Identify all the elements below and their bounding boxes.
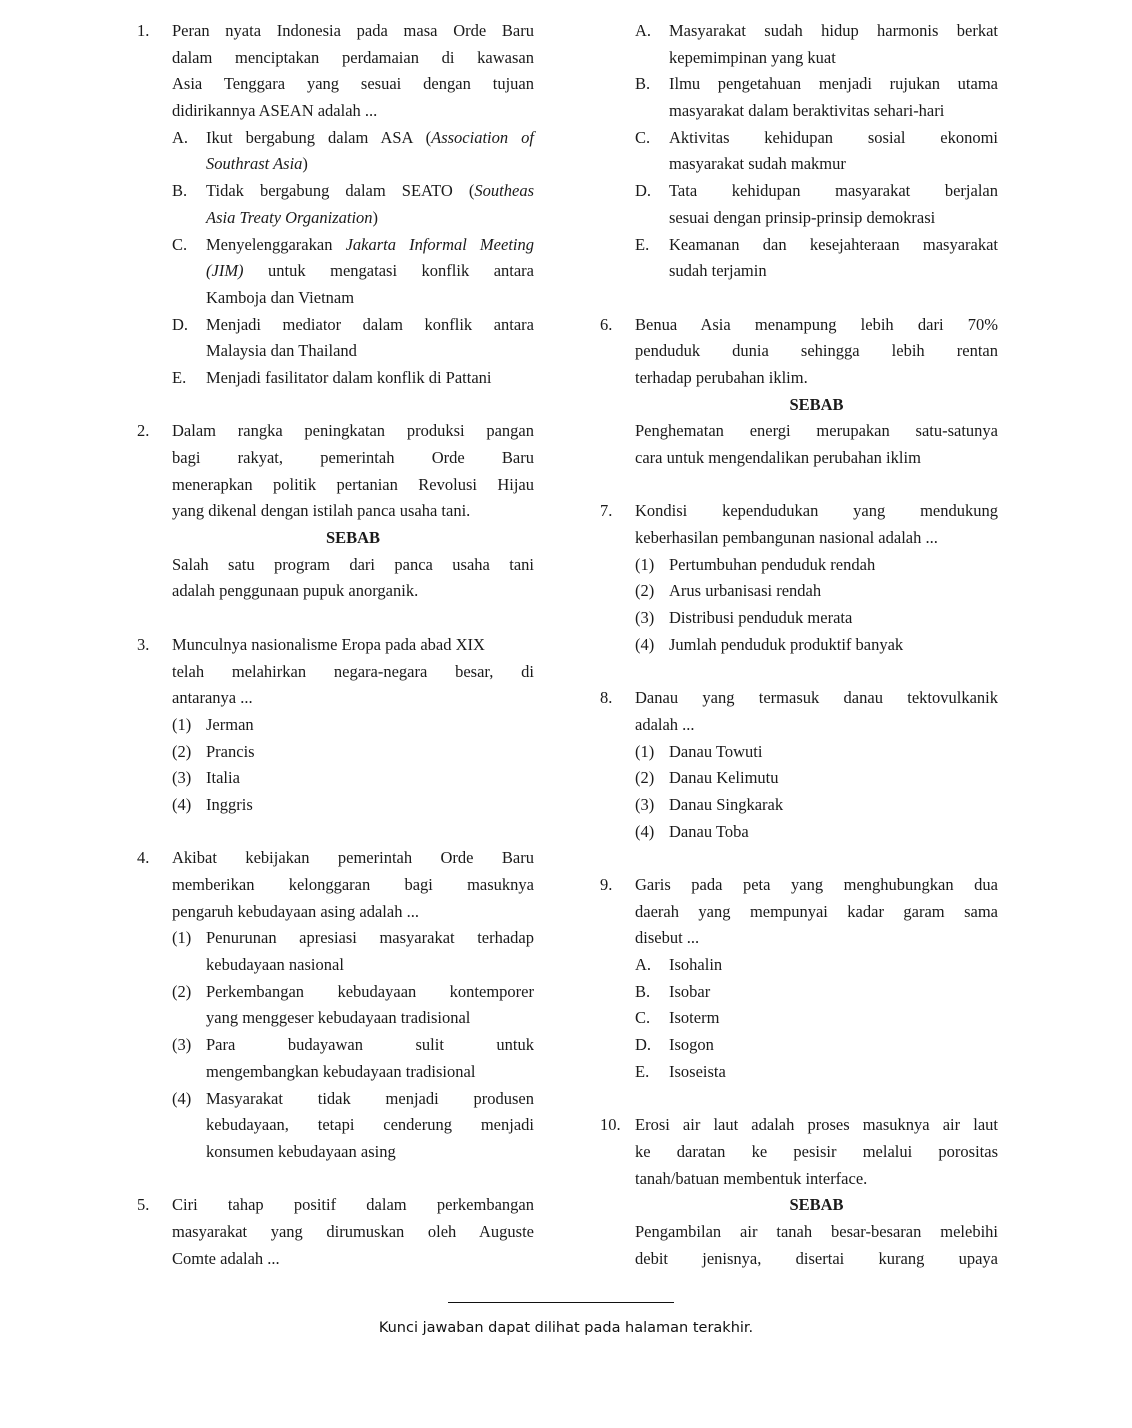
list-item [137,1086,534,1113]
option-text: Asia Treaty Organization) [206,207,379,227]
question-number: 2. [137,421,150,441]
item-text: kebudayaan, tetapi cenderung menjadi [206,1115,534,1135]
left-column [137,18,534,1272]
item-text: Perkembangan kebudayaan kontemporer [206,981,534,1001]
option-d[interactable] [137,312,534,339]
question-text: Garis pada peta yang menghubungkan dua [635,875,998,894]
option-label: B. [635,981,651,1001]
option-text: sesuai dengan prinsip-prinsip demokrasi [669,207,936,227]
option-text: Aktivitas kehidupan sosial ekonomi [669,127,998,147]
option-b[interactable] [137,178,534,205]
option-a[interactable] [600,18,998,45]
option-c[interactable] [137,232,534,259]
question-6 [600,312,998,472]
question-text: Munculnya nasionalisme Eropa pada abad XIX [172,634,485,654]
question-text: Comte adalah ... [172,1248,280,1268]
option-text: Menyelenggarakan Jakarta Informal Meeting [206,234,534,254]
question-text: Benua Asia menampung lebih dari 70% [635,314,998,334]
question-number: 3. [137,634,150,654]
item-label: (1) [172,714,192,734]
item-label: (4) [172,1088,192,1108]
item-label: (4) [172,794,192,814]
option-label: D. [635,1035,652,1055]
item-text: Danau Kelimutu [669,768,779,788]
option-text: masyarakat dalam beraktivitas sehari-hari [669,101,945,121]
option-text: sudah terjamin [669,261,767,281]
option-text: Southrast Asia) [206,154,308,174]
option-text: Keamanan dan kesejahteraan masyarakat [669,234,998,254]
option-label: A. [635,955,652,975]
option-c[interactable] [600,125,998,152]
footer-note: Kunci jawaban dapat dilihat pada halaman terakhir. [378,1320,754,1336]
option-d[interactable] [600,178,998,205]
option-label: E. [635,1061,650,1081]
footer-divider [448,1302,674,1303]
item-text: Italia [206,768,240,788]
question-text: tanah/batuan membentuk interface. [635,1168,868,1188]
item-label: (2) [635,768,655,788]
item-text: Danau Singkarak [669,794,784,814]
question-number: 5. [137,1195,150,1215]
item-label: (3) [635,608,655,628]
question-3 [137,632,534,819]
item-text: Jerman [206,714,254,734]
option-text: kepemimpinan yang kuat [669,47,836,67]
option-text: Menjadi fasilitator dalam konflik di Pattani [206,367,492,387]
item-text: konsumen kebudayaan asing [206,1141,396,1161]
item-text: Danau Toba [669,821,749,841]
question-1 [137,18,534,392]
item-label: (1) [635,554,655,574]
option-b[interactable] [600,979,998,1006]
question-text: daerah yang mempunyai kadar garam sama [635,901,998,921]
item-label: (2) [172,981,192,1001]
item-text: Penurunan apresiasi masyarakat terhadap [206,928,534,948]
option-e[interactable] [600,1059,998,1086]
item-label: (2) [172,741,192,761]
question-text: pengaruh kebudayaan asing adalah ... [172,901,419,921]
option-label: C. [635,1008,651,1028]
option-text: Menjadi mediator dalam konflik antara [206,314,534,334]
question-text: Asia Tenggara yang sesuai dengan tujuan [172,74,534,94]
reason-text: adalah penggunaan pupuk anorganik. [172,581,419,601]
option-a[interactable] [137,125,534,152]
item-label: (3) [635,794,655,814]
sebab-label: SEBAB [789,394,844,414]
question-text: bagi rakyat, pemerintah Orde Baru [172,448,534,467]
question-10 [600,1112,998,1272]
list-item [137,739,534,766]
question-4 [137,845,534,1165]
question-text: keberhasilan pembangunan nasional adalah ... [635,528,938,548]
option-text: Isohalin [669,955,723,975]
item-text: Pertumbuhan penduduk rendah [669,554,876,574]
reason-text: Penghematan energi merupakan satu-satunya [635,421,998,441]
option-label: C. [635,127,651,147]
sebab-label: SEBAB [325,528,381,548]
item-label: (1) [172,928,192,948]
list-item [600,578,998,605]
list-item [137,765,534,792]
option-text: (JIM) untuk mengatasi konflik antara [206,261,534,281]
item-text: Danau Towuti [669,741,763,761]
item-text: Jumlah penduduk produktif banyak [669,634,904,654]
reason-text: cara untuk mengendalikan perubahan iklim [635,448,921,467]
item-text: Arus urbanisasi rendah [669,581,822,601]
option-text: masyarakat sudah makmur [669,154,846,174]
item-text: Inggris [206,794,253,814]
question-number: 6. [600,314,613,334]
question-number: 8. [600,688,613,708]
list-item [137,979,534,1006]
question-5-options [600,18,998,285]
list-item [137,1032,534,1059]
option-text: Masyarakat sudah hidup harmonis berkat [669,21,998,40]
option-d[interactable] [600,1032,998,1059]
option-label: E. [635,234,650,254]
list-item [600,765,998,792]
item-text: Prancis [206,741,255,761]
question-text: antaranya ... [172,688,253,708]
item-label: (2) [635,581,655,601]
question-text: disebut ... [635,928,700,948]
item-label: (3) [172,768,192,788]
reason-text: Pengambilan air tanah besar-besaran melebihi [635,1221,998,1241]
option-text: Tata kehidupan masyarakat berjalan [669,181,998,201]
question-text: Peran nyata Indonesia pada masa Orde Baru [172,21,534,40]
sebab-label: SEBAB [789,1195,844,1215]
option-text: Isoterm [669,1008,720,1028]
reason-text: Salah satu program dari panca usaha tani [172,554,534,574]
question-text: penduduk dunia sehingga lebih rentan [635,341,998,361]
list-item [600,792,998,819]
item-text: Masyarakat tidak menjadi produsen [206,1088,534,1108]
question-number: 4. [137,848,150,868]
right-column [600,18,998,1272]
question-text: dalam menciptakan perdamaian di kawasan [172,47,534,67]
option-text: Kamboja dan Vietnam [206,287,355,307]
question-number: 1. [137,21,150,40]
question-text: masyarakat yang dirumuskan oleh Auguste [172,1221,534,1241]
option-label: D. [635,181,652,201]
question-text: Danau yang termasuk danau tektovulkanik [635,688,998,708]
option-e[interactable] [600,232,998,259]
list-item [137,712,534,739]
question-9 [600,872,998,1086]
question-7 [600,498,998,658]
list-item [137,792,534,819]
list-item [600,739,998,766]
question-number: 7. [600,501,613,521]
question-text: telah melahirkan negara-negara besar, di [172,661,534,681]
question-number: 9. [600,875,613,894]
option-e[interactable] [137,365,534,392]
item-label: (4) [635,634,655,654]
question-text: Kondisi kependudukan yang mendukung [635,501,998,521]
option-text: Malaysia dan Thailand [206,341,357,361]
question-text: adalah ... [635,714,695,734]
option-label: E. [172,367,187,387]
item-label: (1) [635,741,655,761]
option-text: Tidak bergabung dalam SEATO (Southeas [206,181,534,201]
question-text: Dalam rangka peningkatan produksi pangan [172,421,534,441]
option-text: Isoseista [669,1061,726,1081]
question-text: Ciri tahap positif dalam perkembangan [172,1195,534,1215]
question-text: Akibat kebijakan pemerintah Orde Baru [172,848,534,868]
option-b[interactable] [600,71,998,98]
reason-text: debit jenisnya, disertai kurang upaya [635,1248,998,1268]
item-text: Para budayawan sulit untuk [206,1035,534,1055]
question-text: didirikannya ASEAN adalah ... [172,101,378,121]
question-text: terhadap perubahan iklim. [635,367,808,387]
list-item [600,552,998,579]
item-text: Distribusi penduduk merata [669,608,853,628]
question-8 [600,685,998,845]
question-text: yang dikenal dengan istilah panca usaha tani. [172,501,471,521]
option-label: A. [172,127,189,147]
option-label: B. [635,74,651,94]
question-5 [137,1192,534,1272]
option-label: C. [172,234,188,254]
option-text: Isogon [669,1035,714,1055]
option-c[interactable] [600,1005,998,1032]
option-label: B. [172,181,188,201]
question-text: memberikan kelonggaran bagi masuknya [172,875,534,894]
item-label: (4) [635,821,655,841]
list-item [600,632,998,659]
option-a[interactable] [600,952,998,979]
list-item [600,605,998,632]
option-text: Isobar [669,981,711,1001]
item-text: mengembangkan kebudayaan tradisional [206,1061,476,1081]
question-2 [137,418,534,605]
question-number: 10. [600,1115,621,1135]
item-text: kebudayaan nasional [206,955,344,975]
question-text: ke daratan ke pesisir melalui porositas [635,1141,998,1161]
option-label: D. [172,314,189,334]
list-item [137,925,534,952]
item-text: yang menggeser kebudayaan tradisional [206,1008,471,1028]
option-text: Ilmu pengetahuan menjadi rujukan utama [669,74,998,94]
option-text: Ikut bergabung dalam ASA (Association of [206,127,534,147]
list-item [600,819,998,846]
question-text: Erosi air laut adalah proses masuknya air laut [635,1115,998,1135]
option-label: A. [635,21,652,40]
question-text: menerapkan politik pertanian Revolusi Hijau [172,474,534,494]
item-label: (3) [172,1035,192,1055]
